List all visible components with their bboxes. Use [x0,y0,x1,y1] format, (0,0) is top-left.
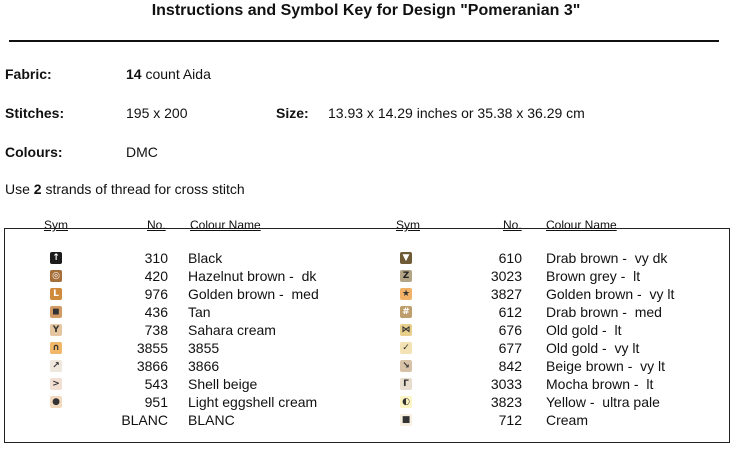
colours-label: Colours: [5,144,63,160]
thread-colour-name: Hazelnut brown - dk [188,268,317,284]
thread-number: BLANC [121,412,168,428]
thread-number: 3023 [490,268,522,284]
thread-colour-name: Tan [188,304,211,320]
thread-colour-name: 3855 [188,340,220,356]
thread-number: 420 [144,268,168,284]
thread-symbol-icon: ★ [401,289,411,299]
thread-number: 612 [498,304,522,320]
thread-symbol-icon: ◎ [50,270,62,282]
thread-colour-name: Drab brown - med [546,304,662,320]
thread-colour-name: Old gold - lt [546,322,622,338]
thread-symbol-icon: > [50,378,62,390]
fabric-type: count Aida [141,66,211,82]
thread-number: 976 [144,286,168,302]
instruction-strands: 2 [33,181,42,197]
thread-colour-name: Light eggshell cream [188,394,318,410]
thread-colour-name: Sahara cream [188,322,276,338]
colours-value: DMC [126,144,158,160]
thread-number: 3823 [490,394,522,410]
thread-number: 951 [144,394,168,410]
fabric-value [126,66,211,82]
document-title: Instructions and Symbol Key for Design "Pomeranian 3" [151,2,581,19]
thread-colour-name: 3866 [188,358,220,374]
thread-symbol-icon: ■ [401,415,411,425]
thread-number: 3033 [490,376,522,392]
thread-symbol-icon: ↑ [50,252,62,264]
thread-number: 3827 [490,286,522,302]
thread-number: 543 [144,376,168,392]
thread-number: 676 [498,322,522,338]
thread-symbol-icon: ▼ [400,252,412,264]
thread-number: 738 [144,322,168,338]
thread-symbol-icon: ↗ [50,360,62,372]
header-sym-left: Sym [44,218,68,232]
thread-colour-name: Golden brown - vy lt [546,286,675,302]
thread-colour-name: Mocha brown - lt [546,376,654,392]
title-divider [9,40,719,42]
thread-number: 712 [498,412,522,428]
size-value: 13.93 x 14.29 inches or 35.38 x 36.29 cm [328,105,585,121]
fabric-count: 14 [126,66,142,82]
thread-colour-name: Yellow - ultra pale [546,394,660,410]
thread-colour-name: Black [188,250,223,266]
thread-symbol-icon: ∩ [50,342,62,354]
thread-symbol-icon [50,414,62,426]
stitches-label: Stitches: [5,105,65,121]
thread-symbol-icon: ✓ [400,342,412,354]
thread-number: 310 [144,250,168,266]
fabric-label: Fabric: [5,66,52,82]
thread-symbol-icon: ⋈ [401,325,411,335]
header-sym-right: Sym [396,218,420,232]
thread-symbol-icon: Y [50,324,62,336]
thread-symbol-icon: L [50,288,62,300]
thread-number: 3866 [136,358,168,374]
thread-number: 842 [498,358,522,374]
thread-symbol-icon: Z [400,270,412,282]
thread-colour-name: Golden brown - med [188,286,319,302]
thread-symbol-icon: ↘ [400,360,412,372]
header-no-left: No. [147,218,166,232]
stitches-value: 195 x 200 [126,105,188,121]
thread-symbol-icon: # [400,306,412,318]
header-no-right: No. [503,218,522,232]
thread-colour-name: Beige brown - vy lt [546,358,666,374]
thread-colour-name: BLANC [188,412,235,428]
thread-number: 436 [144,304,168,320]
thread-number: 610 [498,250,522,266]
instruction-prefix: Use [5,181,34,197]
size-label: Size: [276,105,309,121]
thread-number: 677 [498,340,522,356]
thread-symbol-icon: ◐ [400,396,412,408]
thread-symbol-icon: ◼ [50,306,62,318]
thread-symbol-icon: Γ [400,378,412,390]
thread-colour-name: Shell beige [188,376,258,392]
header-name-left: Colour Name [190,218,261,232]
thread-number: 3855 [136,340,168,356]
thread-colour-name: Brown grey - lt [546,268,641,284]
thread-colour-name: Old gold - vy lt [546,340,640,356]
instruction-text [5,181,245,197]
thread-symbol-icon: ● [50,396,62,408]
thread-colour-name: Cream [546,412,589,428]
thread-colour-name: Drab brown - vy dk [546,250,668,266]
instruction-suffix: strands of thread for cross stitch [41,181,245,197]
header-name-right: Colour Name [546,218,617,232]
